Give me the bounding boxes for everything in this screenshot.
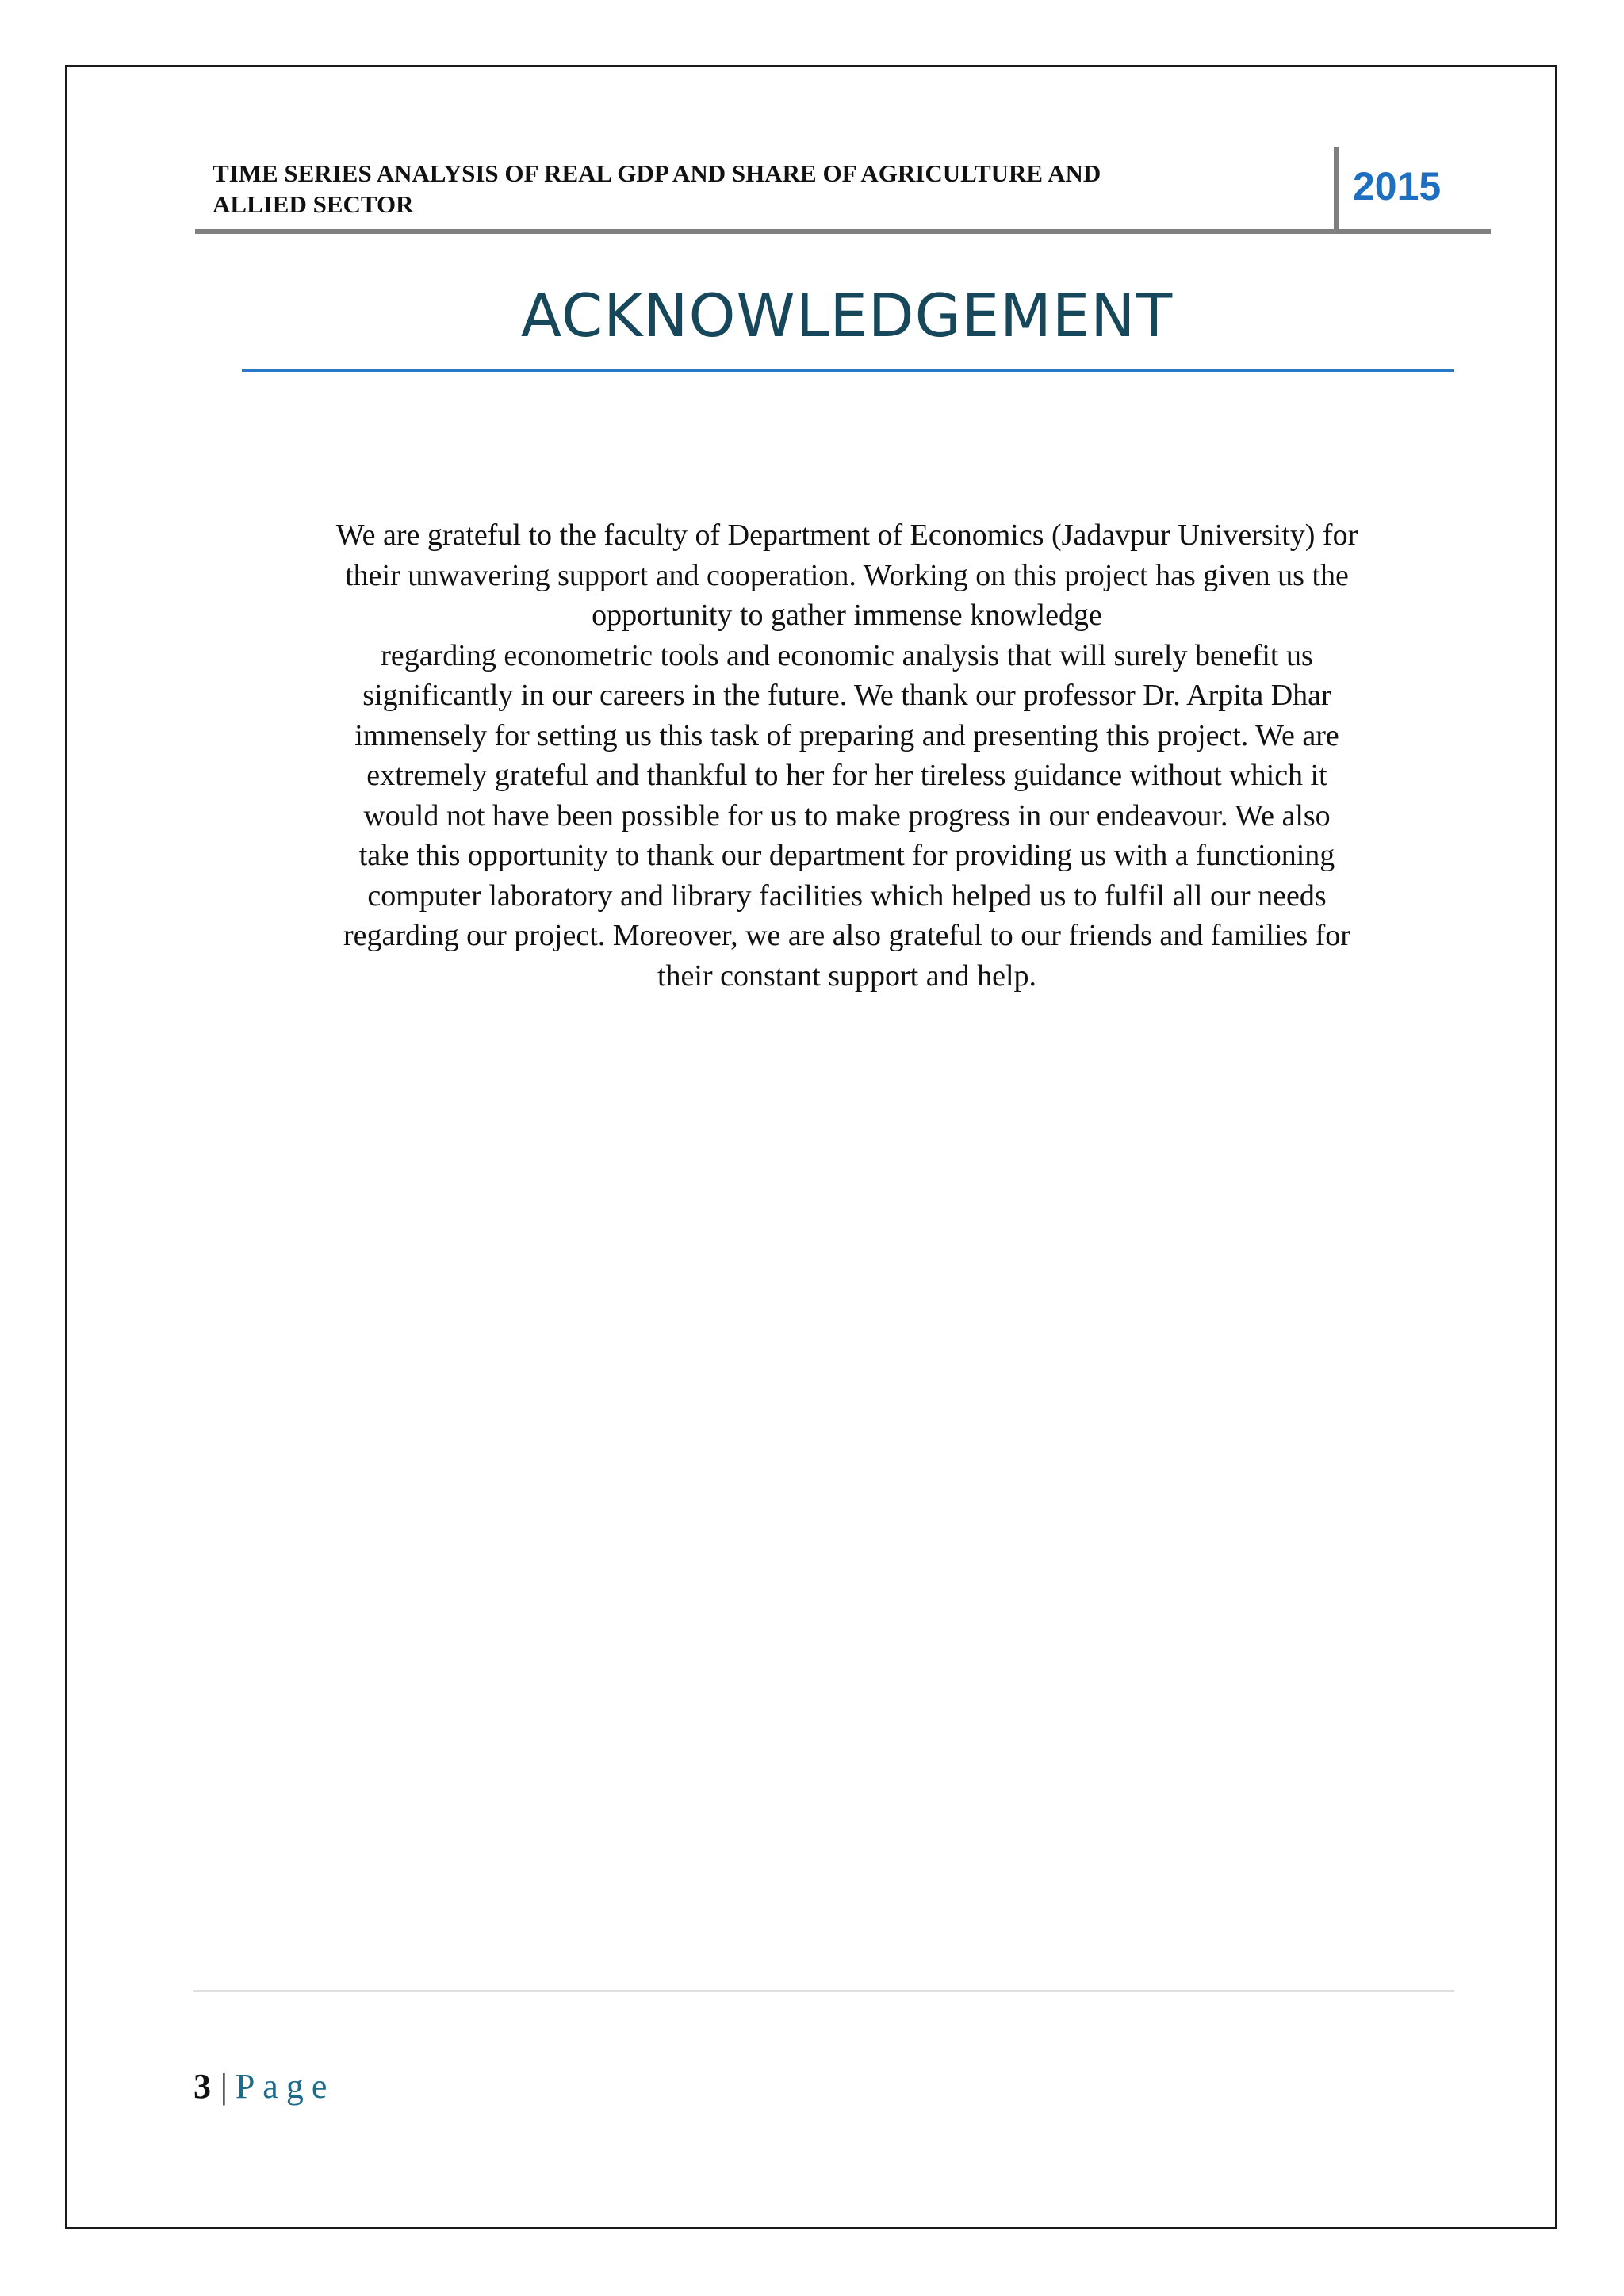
page-footer: [193, 2064, 335, 2112]
page-separator: |: [220, 2067, 228, 2106]
body-line: their unwavering support and cooperation. Working on this project has given us the: [345, 558, 1349, 592]
body-line: their constant support and help.: [657, 959, 1037, 993]
body-line: We are grateful to the faculty of Department of Economics (Jadavpur University) for: [335, 519, 1358, 552]
page-label: Page: [235, 2067, 335, 2106]
body-line: opportunity to gather immense knowledge: [592, 599, 1102, 632]
body-line: significantly in our careers in the future. We thank our professor Dr. Arpita Dhar: [362, 679, 1331, 712]
page-border: [65, 65, 1557, 2229]
footer-rule: [193, 1990, 1454, 1992]
acknowledgement-body: [238, 515, 1456, 996]
body-line: regarding our project. Moreover, we are also grateful to our friends and families for: [343, 919, 1350, 952]
body-line: regarding econometric tools and economic analysis that will surely benefit us: [381, 638, 1313, 672]
header-rule: [195, 229, 1491, 234]
header-divider: [1334, 147, 1339, 231]
running-header: [195, 147, 1491, 232]
header-year: 2015: [1353, 164, 1442, 209]
body-line: take this opportunity to thank our department for providing us with a functioning: [358, 839, 1335, 872]
body-line: extremely grateful and thankful to her for her tireless guidance without which it: [366, 759, 1327, 792]
header-title: TIME SERIES ANALYSIS OF REAL GDP AND SHARE OF AGRICULTURE AND ALLIED SECTOR: [213, 159, 1101, 218]
title-underline: [242, 369, 1454, 372]
page-number: 3: [193, 2067, 211, 2106]
body-line: would not have been possible for us to make progress in our endeavour. We also: [363, 798, 1331, 832]
body-line: computer laboratory and library facilities which helped us to fulfil all our needs: [367, 878, 1327, 913]
body-line: immensely for setting us this task of preparing and presenting this project. We are: [354, 718, 1339, 752]
page-title: ACKNOWLEDGEMENT: [520, 281, 1174, 350]
